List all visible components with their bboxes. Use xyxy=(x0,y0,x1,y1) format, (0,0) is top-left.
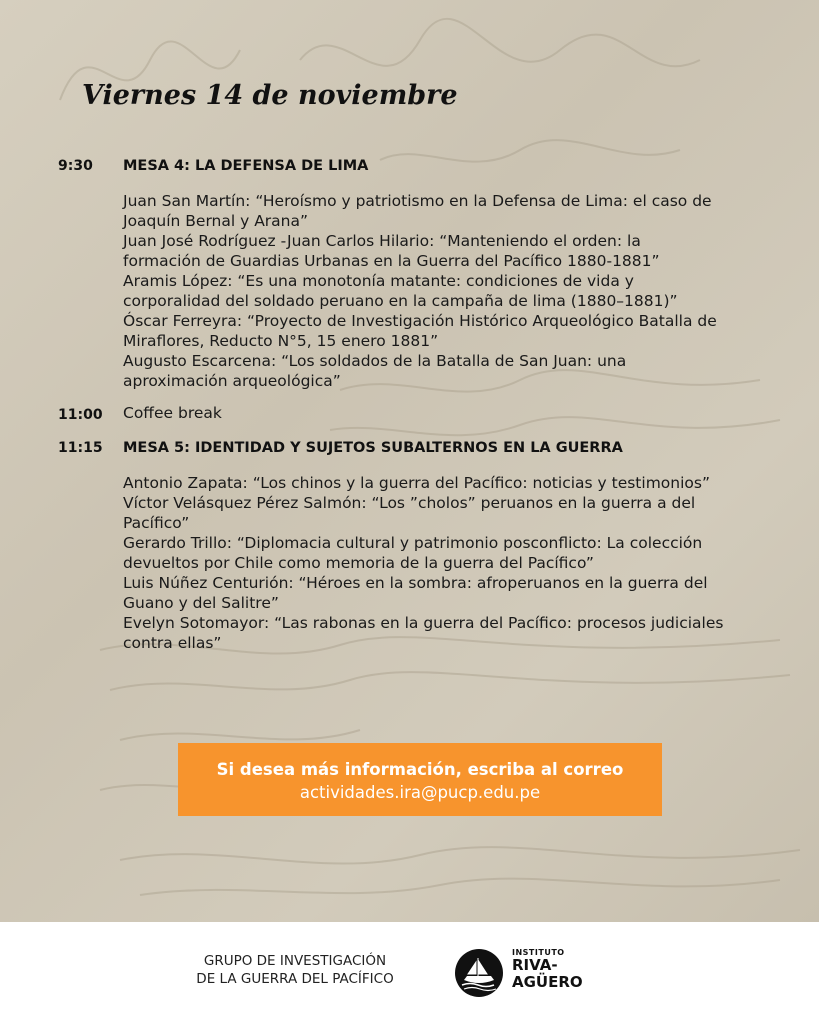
talk-line: Luis Núñez Centurión: “Héroes en la sombra: afroperuanos en la guerra del xyxy=(123,574,708,592)
talk-line: contra ellas” xyxy=(123,634,222,652)
talk-line: Antonio Zapata: “Los chinos y la guerra del Pacífico: noticias y testimonios” xyxy=(123,474,710,492)
talk-line: Joaquín Bernal y Arana” xyxy=(123,212,309,230)
session-talks xyxy=(123,191,753,391)
session-talks xyxy=(123,473,753,653)
contact-banner-text: Si desea más información, escriba al correo xyxy=(216,760,624,779)
session-time: 9:30 xyxy=(58,158,93,174)
logo-name-line: RIVA- xyxy=(512,956,558,974)
research-group-name xyxy=(175,952,415,988)
riva-aguero-ship-icon xyxy=(454,948,504,998)
talk-line: Juan José Rodríguez -Juan Carlos Hilario: “Manteniendo el orden: la xyxy=(123,232,641,250)
footer xyxy=(0,922,819,1024)
session-heading: MESA 5: IDENTIDAD Y SUJETOS SUBALTERNOS EN LA GUERRA xyxy=(123,440,623,456)
talk-line: devueltos por Chile como memoria de la guerra del Pacífico” xyxy=(123,554,594,572)
logo-institute-label: INSTITUTO xyxy=(512,948,565,957)
talk-line: Guano y del Salitre” xyxy=(123,594,279,612)
logo-name-line: AGÜERO xyxy=(512,973,583,991)
page-title: Viernes 14 de noviembre xyxy=(82,80,458,111)
talk-line: Aramis López: “Es una monotonía matante: condiciones de vida y xyxy=(123,272,634,290)
talk-line: Augusto Escarcena: “Los soldados de la Batalla de San Juan: una xyxy=(123,352,627,370)
contact-email-link[interactable]: actividades.ira@pucp.edu.pe xyxy=(299,783,541,802)
research-group-line: GRUPO DE INVESTIGACIÓN xyxy=(203,953,387,969)
talk-line: Óscar Ferreyra: “Proyecto de Investigación Histórico Arqueológico Batalla de xyxy=(123,312,717,330)
session-heading: MESA 4: LA DEFENSA DE LIMA xyxy=(123,158,369,174)
talk-line: Pacífico” xyxy=(123,514,190,532)
contact-banner xyxy=(178,743,662,816)
talk-line: Evelyn Sotomayor: “Las rabonas en la guerra del Pacífico: procesos judiciales xyxy=(123,614,724,632)
talk-line: Juan San Martín: “Heroísmo y patriotismo en la Defensa de Lima: el caso de xyxy=(123,192,712,210)
coffee-time: 11:00 xyxy=(58,407,103,423)
session-time: 11:15 xyxy=(58,440,103,456)
talk-line: formación de Guardias Urbanas en la Guerra del Pacífico 1880-1881” xyxy=(123,252,660,270)
riva-aguero-logo-text xyxy=(512,948,583,991)
talk-line: Gerardo Trillo: “Diplomacia cultural y patrimonio posconflicto: La colección xyxy=(123,534,703,552)
coffee-break-label: Coffee break xyxy=(123,404,222,422)
talk-line: aproximación arqueológica” xyxy=(123,372,341,390)
talk-line: Víctor Velásquez Pérez Salmón: “Los ”cholos” peruanos en la guerra a del xyxy=(123,494,696,512)
talk-line: Miraflores, Reducto N°5, 15 enero 1881” xyxy=(123,332,439,350)
talk-line: corporalidad del soldado peruano en la campaña de lima (1880–1881)” xyxy=(123,292,678,310)
research-group-line: DE LA GUERRA DEL PACÍFICO xyxy=(196,971,394,987)
